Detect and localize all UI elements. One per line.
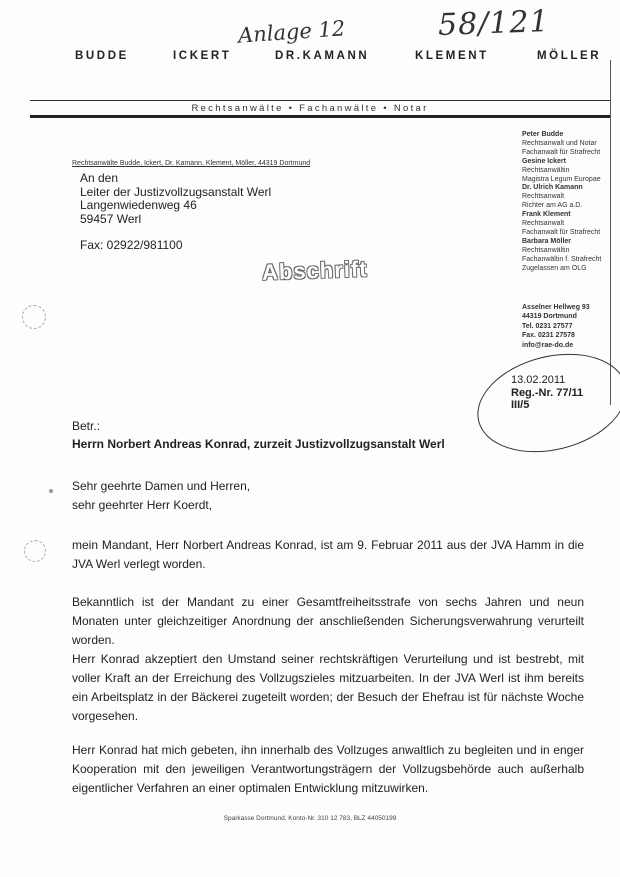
reference-number: Reg.-Nr. 77/11 (511, 386, 584, 399)
recipient-fax: Fax: 02922/981100 (80, 238, 183, 252)
office-email: info@rae-do.de (522, 341, 574, 349)
partner-name: MÖLLER (537, 50, 602, 62)
subject-line: Herrn Norbert Andreas Konrad, zurzeit Justizvollzugsanstalt Werl (72, 437, 445, 451)
reference-stamp (511, 374, 583, 412)
office-fax: Fax. 0231 27578 (522, 332, 575, 340)
salutation-line: sehr geehrter Herr Koerdt, (72, 498, 213, 512)
body-paragraph: Herr Konrad hat mich gebeten, ihn innerhalb des Vollzuges anwaltlich zu begleiten und in enger Kooperation mit den jeweiligen Verantwortungsträgern der Vollzugsbehörde auch außerhalb eigentlicher Verfahren an einer optimalen Entwicklung mitzuwirken. (72, 743, 584, 795)
handwritten-page-number: 58/121 (437, 4, 551, 43)
letterhead-subtitle: Rechtsanwälte • Fachanwälte • Notar (191, 103, 429, 114)
header-rule (30, 100, 610, 101)
address-line: Leiter der Justizvollzugsanstalt Werl (80, 184, 272, 199)
lawyer-title: Fachanwalt für Strafrecht (522, 148, 601, 156)
lawyer-title: Rechtsanwältin (522, 246, 570, 254)
lawyer-name: Gesine Ickert (522, 157, 566, 165)
reference-department: III/5 (511, 399, 530, 411)
address-line: An den (80, 171, 119, 185)
lawyer-title: Fachanwältin f. Strafrecht (522, 255, 602, 263)
copy-stamp: Abschrift (261, 256, 368, 285)
reference-date: 13.02.2011 (511, 374, 566, 386)
bank-details: Sparkasse Dortmund, Konto-Nr. 310 12 783, BLZ 44050199 (223, 815, 397, 822)
address-line: Langenwiedenweg 46 (80, 198, 197, 212)
salutation-line: Sehr geehrte Damen und Herren, (72, 479, 251, 493)
office-street: Asselner Hellweg 93 (522, 304, 590, 311)
lawyer-title: Rechtsanwalt und Notar (522, 139, 597, 147)
partner-name: DR.KAMANN (275, 50, 370, 62)
lawyer-title: Magistra Legum Europae (522, 175, 601, 183)
body-paragraph: mein Mandant, Herr Norbert Andreas Konrad, ist am 9. Februar 2011 aus der JVA Hamm in die JVA Werl verlegt worden. (72, 538, 584, 571)
lawyer-title: Rechtsanwältin (522, 166, 570, 174)
salutation (72, 477, 250, 515)
lawyer-title: Zugelassen am OLG (522, 264, 587, 272)
subject-label: Betr.: (72, 419, 101, 433)
office-city: 44319 Dortmund (522, 313, 577, 321)
handwritten-annex-note: Anlage 12 (237, 16, 346, 48)
lawyer-name: Frank Klement (522, 211, 571, 219)
punch-hole-mark (24, 540, 46, 562)
lawyer-title: Richter am AG a.D. (522, 202, 583, 210)
lawyer-title: Fachanwalt für Strafrecht (522, 228, 601, 236)
lawyer-name: Peter Budde (522, 131, 564, 138)
partner-name: KLEMENT (415, 50, 489, 62)
office-contact (522, 303, 590, 350)
address-line: 59457 Werl (80, 211, 142, 226)
scan-speck (49, 489, 53, 493)
sender-return-line: Rechtsanwälte Budde, Ickert, Dr. Kamann, Klement, Möller, 44319 Dortmund (72, 160, 311, 167)
recipient-address (80, 172, 271, 226)
lawyer-title: Rechtsanwalt (522, 220, 565, 228)
header-rule-bold (30, 115, 610, 118)
margin-line (610, 60, 611, 405)
lawyer-list (522, 131, 601, 274)
body-paragraph: Bekanntlich ist der Mandant zu einer Gesamtfreiheitsstrafe von sechs Jahren und neun Monaten unter gleichzeitiger Anordnung der anschließenden Sicherungsverwahrung verurteilt worden. (72, 595, 584, 647)
office-phone: Tel. 0231 27577 (522, 322, 573, 330)
body-paragraph: Herr Konrad akzeptiert den Umstand seiner rechtskräftigen Verurteilung und ist bestrebt, mit voller Kraft an der Erreichung des Vollzugszieles mitzuarbeiten. In der JVA Werl ist ihm bereits ein Arbeitsplatz in der Bäckerei zugeteilt worden; der Besuch der Ehefrau ist für nächste Woche vorgesehen. (72, 652, 584, 723)
lawyer-name: Dr. Ulrich Kamann (522, 184, 583, 192)
lawyer-title: Rechtsanwalt (522, 193, 565, 201)
lawyer-name: Barbara Möller (522, 237, 572, 245)
punch-hole-mark (22, 305, 46, 329)
partner-name: BUDDE (75, 50, 129, 62)
partner-name: ICKERT (173, 50, 232, 62)
